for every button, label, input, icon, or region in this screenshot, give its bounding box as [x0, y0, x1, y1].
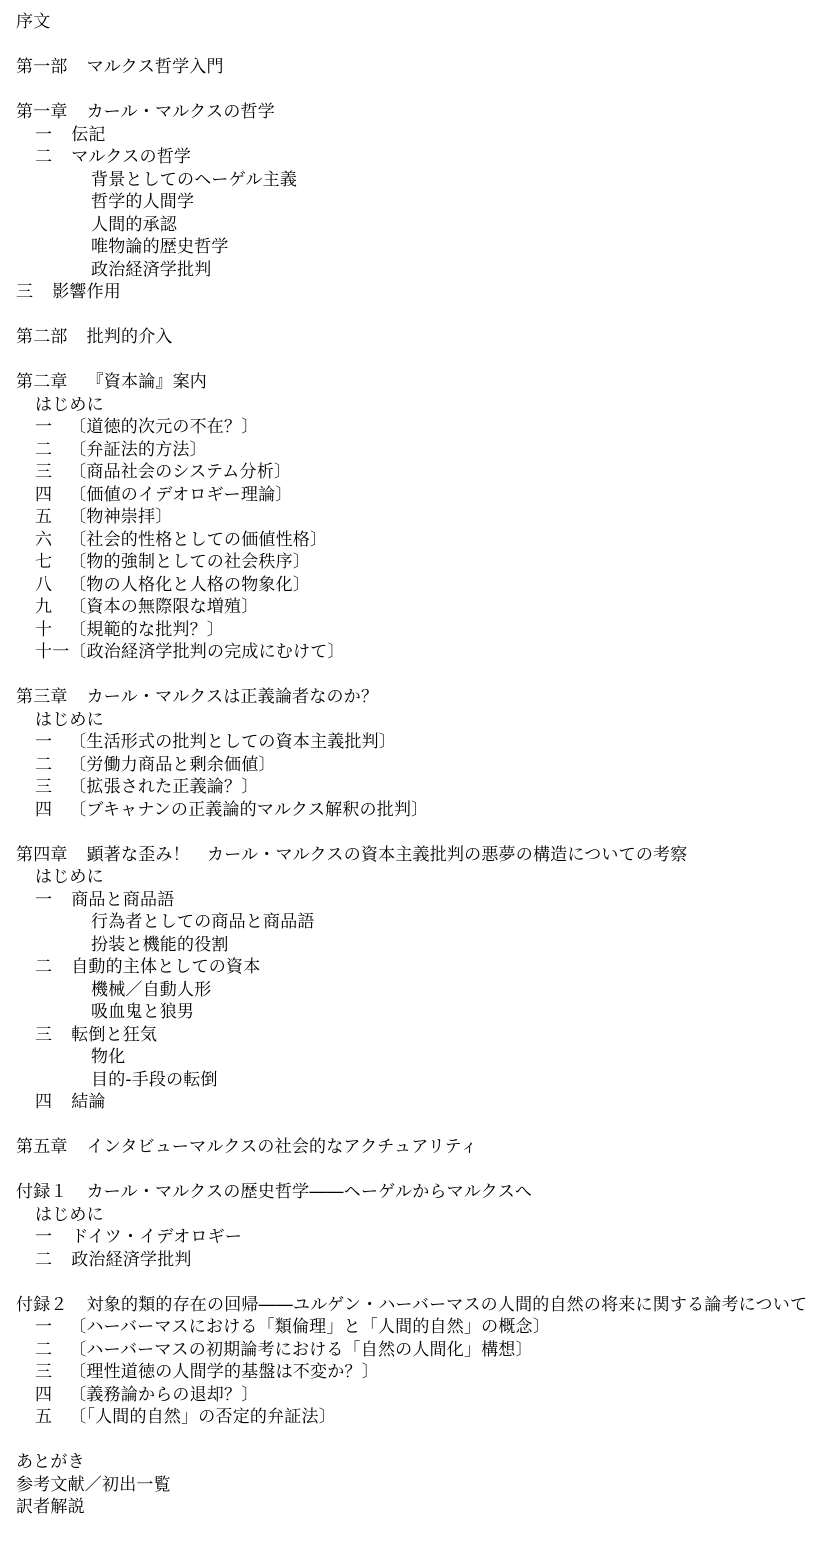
chapter-title: カール・マルクスは正義論者なのか？ — [86, 687, 379, 707]
chapter-title: カール・マルクスの哲学 — [86, 102, 275, 122]
section-title: 〔道徳的次元の不在？〕 — [69, 417, 259, 437]
subsection-entry: 扮装と機能的役割 — [91, 934, 229, 955]
section-entry — [16, 641, 811, 664]
section-entry — [16, 889, 811, 912]
chapter-heading — [16, 371, 811, 394]
section-entry — [16, 574, 811, 597]
section-title: 〔物神崇拝〕 — [69, 507, 173, 527]
part-heading — [16, 326, 811, 349]
part-number: 第一部 — [16, 57, 68, 77]
section-number: 三 — [35, 1024, 53, 1045]
spacer — [16, 821, 811, 844]
appendix-title: 対象的類的存在の回帰――ユルゲン・ハーバーマスの人間的自然の将来に関する論考について — [86, 1294, 808, 1315]
spacer — [16, 304, 811, 327]
section-title: 〔ブキャナンの正義論的マルクス解釈の批判〕 — [69, 799, 429, 820]
subsection-entry: 哲学的人間学 — [91, 192, 195, 212]
section-number: 四 — [35, 1092, 53, 1112]
subsection-entry: 目的-手段の転倒 — [91, 1069, 218, 1090]
section-number: 十一 — [35, 642, 70, 662]
section-entry — [16, 461, 811, 484]
section-title: 〔理性道徳の人間学的基盤は不変か？〕 — [69, 1362, 379, 1382]
section-title: 〔弁証法的方法〕 — [69, 439, 207, 460]
intro-entry: はじめに — [35, 867, 104, 887]
section-entry — [16, 1091, 811, 1114]
section-number: 五 — [35, 507, 53, 527]
section-number: 四 — [35, 484, 53, 505]
section-number: 一 — [35, 732, 53, 752]
intro-entry: はじめに — [35, 394, 104, 415]
chapter-title: 顕著な歪み！ カール・マルクスの資本主義批判の悪夢の構造についての考察 — [86, 844, 688, 865]
appendix-number: 付録２ — [16, 1294, 68, 1315]
section-number: 二 — [35, 1339, 53, 1360]
part-title: マルクス哲学入門 — [86, 57, 224, 77]
section-title: 〔政治経済学批判の完成にむけて〕 — [69, 642, 345, 662]
section-entry — [16, 776, 811, 799]
section-number: 三 — [35, 1362, 53, 1382]
section-title: 商品と商品語 — [71, 889, 175, 910]
section-title: 〔ハーバーマスにおける「類倫理」と「人間的自然」の概念〕 — [69, 1317, 550, 1337]
section-entry — [16, 416, 811, 439]
section-title: 〔価値のイデオロギー理論〕 — [69, 484, 293, 505]
part-number: 第二部 — [16, 327, 68, 347]
appendix-heading — [16, 1181, 811, 1204]
subsection-entry: 唯物論的歴史哲学 — [91, 237, 229, 257]
section-number: 六 — [35, 529, 53, 550]
section-entry — [16, 529, 811, 552]
subsection-entry: 背景としてのヘーゲル主義 — [91, 169, 298, 190]
section-title: 〔生活形式の批判としての資本主義批判〕 — [69, 732, 397, 752]
section-entry — [16, 956, 811, 979]
chapter-heading — [16, 844, 811, 867]
translator-commentary-entry: 訳者解説 — [16, 1497, 85, 1517]
section-title: 〔規範的な批判？〕 — [69, 619, 225, 640]
section-number: 三 — [35, 462, 53, 482]
section-number: 五 — [35, 1407, 53, 1427]
spacer — [16, 79, 811, 102]
section-title: マルクスの哲学 — [71, 147, 192, 167]
chapter-heading — [16, 686, 811, 709]
references-entry: 参考文献／初出一覧 — [16, 1474, 171, 1495]
spacer — [16, 34, 811, 57]
subsection-entry: 機械／自動人形 — [91, 979, 212, 1000]
chapter-heading — [16, 1136, 811, 1159]
section-title: 〔「人間的自然」の否定的弁証法〕 — [69, 1407, 336, 1427]
chapter-heading — [16, 101, 811, 124]
section-title: 〔社会的性格としての価値性格〕 — [69, 529, 328, 550]
section-number: 四 — [35, 799, 53, 820]
spacer — [16, 349, 811, 372]
section-number: 一 — [35, 889, 53, 910]
spacer — [16, 1114, 811, 1137]
section-entry — [16, 1226, 811, 1249]
section-title: ドイツ・イデオロギー — [71, 1227, 243, 1247]
intro-entry: はじめに — [35, 1204, 104, 1225]
chapter-title: インタビューマルクスの社会的なアクチュアリティ — [86, 1137, 478, 1157]
section-title: 〔物の人格化と人格の物象化〕 — [69, 574, 311, 595]
section-number: 四 — [35, 1384, 53, 1405]
section-entry — [16, 799, 811, 822]
section-number: 二 — [35, 147, 53, 167]
section-entry — [16, 1249, 811, 1272]
chapter-number: 第二章 — [16, 372, 68, 392]
appendix-number: 付録１ — [16, 1182, 68, 1202]
appendix-heading — [16, 1294, 811, 1317]
section-title: 〔ハーバーマスの初期論考における「自然の人間化」構想〕 — [69, 1339, 533, 1360]
appendix-title: カール・マルクスの歴史哲学――ヘーゲルからマルクスへ — [86, 1182, 533, 1202]
section-number: 二 — [35, 754, 53, 775]
section-number: 三 — [35, 777, 53, 797]
section-title: 〔商品社会のシステム分析〕 — [69, 462, 292, 482]
section-title: 転倒と狂気 — [71, 1024, 158, 1045]
section-entry — [16, 124, 811, 147]
table-of-contents — [16, 11, 811, 1519]
section-entry — [16, 1316, 811, 1339]
section-number: 八 — [35, 574, 53, 595]
section-number: 二 — [35, 439, 53, 460]
section-entry — [16, 619, 811, 642]
part-heading — [16, 56, 811, 79]
section-title: 政治経済学批判 — [71, 1249, 192, 1270]
section-entry — [16, 1361, 811, 1384]
chapter-number: 第三章 — [16, 687, 68, 707]
section-title: 自動的主体としての資本 — [71, 957, 261, 977]
section-entry — [16, 551, 811, 574]
chapter-number: 第一章 — [16, 102, 68, 122]
section-entry — [16, 1024, 811, 1047]
section-number: 一 — [35, 417, 53, 437]
section-entry — [16, 754, 811, 777]
section-entry — [16, 1339, 811, 1362]
subsection-entry: 物化 — [91, 1047, 126, 1067]
section-number: 一 — [35, 1317, 53, 1337]
chapter-number: 第四章 — [16, 844, 68, 865]
subsection-entry: 人間的承認 — [91, 214, 177, 235]
section-entry — [16, 731, 811, 754]
section-number: 二 — [35, 1249, 53, 1270]
section-title: 〔拡張された正義論？〕 — [69, 777, 259, 797]
section-number: 一 — [35, 124, 53, 145]
section-number: 三 — [16, 282, 34, 302]
subsection-entry: 吸血鬼と狼男 — [91, 1002, 195, 1022]
section-entry — [16, 1406, 811, 1429]
section-number: 九 — [35, 597, 53, 617]
chapter-number: 第五章 — [16, 1137, 68, 1157]
section-entry — [16, 146, 811, 169]
spacer — [16, 1429, 811, 1452]
spacer — [16, 1271, 811, 1294]
spacer — [16, 1159, 811, 1182]
section-entry — [16, 506, 811, 529]
section-title: 〔物的強制としての社会秩序〕 — [69, 552, 311, 572]
subsection-entry: 行為者としての商品と商品語 — [91, 912, 315, 932]
section-number: 二 — [35, 957, 53, 977]
spacer — [16, 664, 811, 687]
section-entry — [16, 484, 811, 507]
section-title: 〔労働力商品と剰余価値〕 — [69, 754, 276, 775]
section-number: 一 — [35, 1227, 53, 1247]
section-number: 七 — [35, 552, 53, 572]
section-number: 十 — [35, 619, 53, 640]
subsection-entry: 政治経済学批判 — [91, 259, 212, 280]
section-title: 影響作用 — [52, 282, 122, 302]
section-title: 〔義務論からの退却？〕 — [69, 1384, 259, 1405]
section-entry — [16, 439, 811, 462]
section-title: 〔資本の無際限な増殖〕 — [69, 597, 259, 617]
section-entry — [16, 596, 811, 619]
section-entry — [16, 1384, 811, 1407]
afterword-entry: あとがき — [16, 1452, 85, 1472]
preface-entry: 序文 — [16, 12, 51, 32]
section-title: 伝記 — [71, 124, 106, 145]
section-entry — [16, 281, 811, 304]
intro-entry: はじめに — [35, 709, 104, 730]
part-title: 批判的介入 — [86, 327, 173, 347]
chapter-title: 『資本論』案内 — [86, 372, 208, 392]
section-title: 結論 — [71, 1092, 106, 1112]
